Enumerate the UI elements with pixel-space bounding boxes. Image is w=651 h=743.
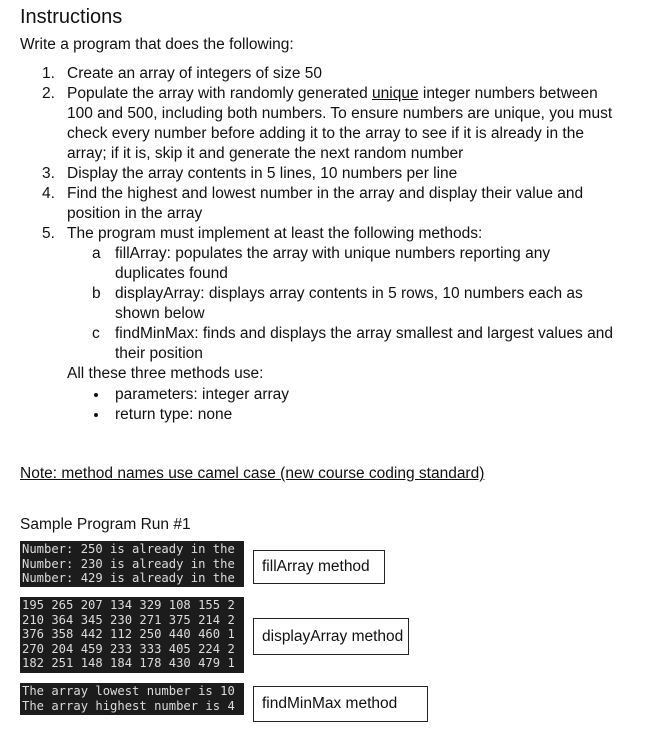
- find-min-max-label: findMinMax method: [253, 686, 428, 722]
- item-2-text-a: Populate the array with randomly generated: [67, 85, 373, 102]
- bullet-icon: [94, 413, 98, 417]
- intro-text: Write a program that does the following:: [20, 36, 294, 53]
- bullet-icon: [94, 393, 98, 397]
- terminal-line: Number: 250 is already in the: [22, 542, 235, 556]
- item-number-1: 1.: [42, 65, 55, 82]
- sub-item-c-line-1: findMinMax: finds and displays the array smallest and largest values and: [115, 325, 613, 342]
- page-title: Instructions: [20, 6, 123, 28]
- sample-title: Sample Program Run #1: [20, 516, 191, 533]
- item-1-line: Create an array of integers of size 50: [67, 65, 323, 82]
- item-2-line-1: [67, 84, 598, 104]
- note-text: Note: method names use camel case (new course coding standard): [20, 465, 485, 482]
- fill-array-label: fillArray method: [253, 550, 385, 584]
- display-array-label: displayArray method: [253, 618, 409, 655]
- all-methods-text: All these three methods use:: [67, 365, 264, 382]
- terminal-line: Number: 429 is already in the: [22, 571, 235, 585]
- sub-item-letter-a: a: [92, 245, 101, 262]
- sub-item-a-line-1: fillArray: populates the array with unique numbers reporting any: [115, 245, 551, 262]
- item-number-2: 2.: [42, 85, 55, 102]
- item-4-line-1: Find the highest and lowest number in the array and display their value and: [67, 185, 584, 202]
- sub-item-c-line-2: their position: [115, 345, 203, 362]
- terminal-display-output: [20, 597, 244, 673]
- item-number-3: 3.: [42, 165, 55, 182]
- bullet-parameters: parameters: integer array: [115, 386, 290, 403]
- item-2-line-2: 100 and 500, including both numbers. To ensure numbers are unique, you must: [67, 105, 613, 122]
- terminal-line: 210 364 345 230 271 375 214 2: [22, 612, 235, 627]
- bullet-return-type: return type: none: [115, 406, 233, 423]
- terminal-line: The array highest number is 4: [22, 698, 235, 713]
- item-2-line-3: check every number before adding it to the array to see if it is already in the: [67, 125, 584, 142]
- item-2-text-b: integer numbers between: [418, 85, 598, 102]
- terminal-minmax-output: [20, 683, 244, 715]
- terminal-line: The array lowest number is 10: [22, 684, 235, 698]
- item-3-line: Display the array contents in 5 lines, 10 numbers per line: [67, 165, 458, 182]
- item-2-unique: unique: [372, 85, 419, 102]
- terminal-fill-output: [20, 541, 244, 587]
- terminal-line: 376 358 442 112 250 440 460 1: [22, 627, 235, 641]
- item-number-4: 4.: [42, 185, 55, 202]
- item-2-line-4: array; if it is, skip it and generate the next random number: [67, 145, 464, 162]
- terminal-line: 270 204 459 233 333 405 224 2: [22, 641, 235, 656]
- terminal-line: 195 265 207 134 329 108 155 2: [22, 598, 235, 612]
- sub-item-b-line-2: shown below: [115, 305, 205, 322]
- sub-item-letter-c: c: [92, 325, 100, 342]
- item-5-line: The program must implement at least the following methods:: [67, 225, 483, 242]
- terminal-line: Number: 230 is already in the: [22, 556, 235, 571]
- sub-item-b-line-1: displayArray: displays array contents in 5 rows, 10 numbers each as: [115, 285, 583, 302]
- item-4-line-2: position in the array: [67, 205, 203, 222]
- sub-item-letter-b: b: [92, 285, 101, 302]
- sub-item-a-line-2: duplicates found: [115, 265, 228, 282]
- terminal-line: 182 251 148 184 178 430 479 1: [22, 656, 235, 670]
- item-number-5: 5.: [42, 225, 55, 242]
